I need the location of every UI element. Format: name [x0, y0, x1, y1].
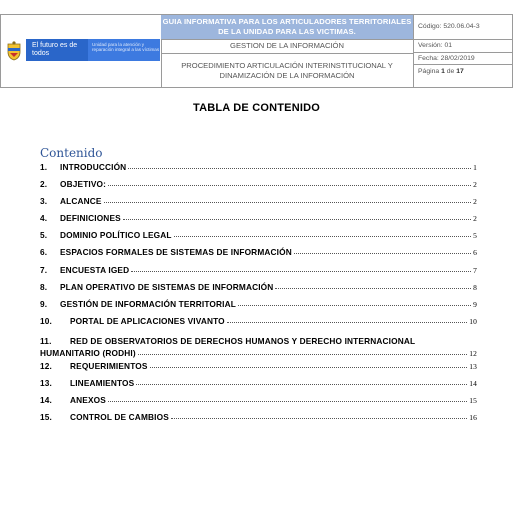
toc-number: 12. [40, 360, 52, 371]
toc-page: 16 [469, 413, 477, 423]
toc-number: 11. [40, 335, 52, 346]
document-header [0, 14, 513, 88]
toc-number: 4. [40, 213, 48, 224]
toc-page: 5 [473, 231, 477, 241]
toc-entry[interactable] [40, 162, 477, 179]
toc-page: 15 [469, 396, 477, 406]
toc-page: 13 [469, 361, 477, 371]
toc-title: OBJETIVO: [60, 179, 107, 190]
toc-title: DOMINIO POLÍTICO LEGAL [60, 230, 172, 241]
toc-leader [174, 230, 471, 237]
contents-heading: Contenido [40, 146, 103, 160]
toc-leader [275, 282, 471, 289]
toc-leader [108, 179, 471, 186]
toc-entry[interactable] [40, 395, 477, 412]
toc-title: GESTIÓN DE INFORMACIÓN TERRITORIAL [60, 298, 236, 309]
document-date: Fecha: 28/02/2019 [413, 53, 512, 65]
toc-entry[interactable] [40, 213, 477, 230]
toc-leader [138, 348, 467, 355]
toc-page: 10 [469, 316, 477, 326]
toc-title-continued: HUMANITARIO (RODHI) [40, 347, 136, 358]
toc-entry[interactable] [40, 196, 477, 213]
section-name: GESTION DE LA INFORMACIÓN [161, 40, 413, 54]
toc-number: 2. [40, 179, 48, 190]
toc-leader [108, 395, 467, 402]
toc-leader [150, 361, 468, 368]
page-indicator [413, 65, 512, 85]
page-title: TABLA DE CONTENIDO [192, 102, 321, 114]
logo-cell [1, 15, 162, 87]
toc-page: 12 [469, 348, 477, 358]
toc-leader [131, 265, 471, 272]
toc-title: RED DE OBSERVATORIOS DE DERECHOS HUMANOS Y DERECHO INTERNACIONAL [70, 335, 416, 346]
toc-title: ANEXOS [70, 395, 106, 406]
toc-number: 14. [40, 395, 52, 406]
toc-entry[interactable] [40, 265, 477, 282]
page-current: 1 [441, 68, 445, 75]
page-label: Página [418, 68, 440, 75]
toc-title: LINEAMIENTOS [70, 378, 135, 389]
toc-title: ALCANCE [60, 196, 102, 207]
toc-leader [136, 378, 467, 385]
document-main-title: GUIA INFORMATIVA PARA LOS ARTICULADORES TERRITORIALES DE LA UNIDAD PARA LAS VICTIMAS. [161, 15, 413, 40]
logo-primary-text: El futuro es de todos [26, 39, 88, 61]
document-version: Versión: 01 [413, 40, 512, 53]
page-of: de [446, 68, 455, 75]
toc-entry[interactable] [40, 378, 477, 395]
toc-entry[interactable] [40, 333, 477, 361]
toc-entry[interactable] [40, 247, 477, 264]
toc-page: 2 [473, 197, 477, 207]
toc-number: 10. [40, 315, 52, 326]
colombia-coat-of-arms-icon [5, 41, 23, 61]
toc-title: DEFINICIONES [60, 213, 121, 224]
toc-entry[interactable] [40, 299, 477, 316]
toc-number: 15. [40, 412, 52, 423]
toc-entry[interactable] [40, 179, 477, 196]
toc-number: 7. [40, 264, 48, 275]
toc-page: 6 [473, 248, 477, 258]
toc-number: 1. [40, 162, 48, 172]
table-of-contents [40, 162, 477, 429]
toc-number: 5. [40, 230, 48, 241]
toc-number: 6. [40, 247, 48, 258]
toc-title: ENCUESTA IGED [60, 264, 130, 275]
toc-entry[interactable] [40, 316, 477, 333]
toc-leader [128, 162, 471, 169]
toc-leader [294, 247, 471, 254]
toc-leader [238, 299, 471, 306]
toc-number: 8. [40, 281, 48, 292]
toc-title: CONTROL DE CAMBIOS [70, 412, 169, 423]
toc-entry[interactable] [40, 361, 477, 378]
page-total: 17 [456, 68, 464, 75]
toc-title: PLAN OPERATIVO DE SISTEMAS DE INFORMACIÓN [60, 281, 274, 292]
toc-leader [123, 213, 471, 220]
toc-page: 9 [473, 299, 477, 309]
toc-entry[interactable] [40, 412, 477, 429]
toc-entry[interactable] [40, 282, 477, 299]
toc-title: PORTAL DE APLICACIONES VIVANTO [70, 315, 225, 326]
header-center [161, 15, 414, 87]
toc-page: 7 [473, 265, 477, 275]
toc-leader [227, 316, 467, 323]
toc-number: 3. [40, 196, 48, 207]
toc-title: INTRODUCCIÓN [60, 162, 127, 172]
toc-page: 1 [473, 163, 477, 172]
toc-entry[interactable] [40, 230, 477, 247]
unidad-victimas-logo [5, 39, 160, 65]
header-meta [413, 15, 512, 87]
document-code: Código: 520.06.04-3 [413, 15, 512, 40]
logo-secondary-text: Unidad para la atención y reparación integral a las víctimas [88, 39, 160, 61]
toc-page: 2 [473, 214, 477, 224]
toc-title: ESPACIOS FORMALES DE SISTEMAS DE INFORMACIÓN [60, 247, 292, 258]
toc-number: 9. [40, 298, 48, 309]
toc-number: 13. [40, 378, 52, 389]
toc-page: 8 [473, 282, 477, 292]
toc-page: 2 [473, 180, 477, 190]
toc-title: REQUERIMIENTOS [70, 360, 148, 371]
toc-leader [171, 412, 467, 419]
toc-leader [104, 196, 471, 203]
toc-page: 14 [469, 379, 477, 389]
procedure-name: PROCEDIMIENTO ARTICULACIÓN INTERINSTITUCIONAL Y DINAMIZACIÓN DE LA INFORMACIÓN [181, 61, 393, 80]
